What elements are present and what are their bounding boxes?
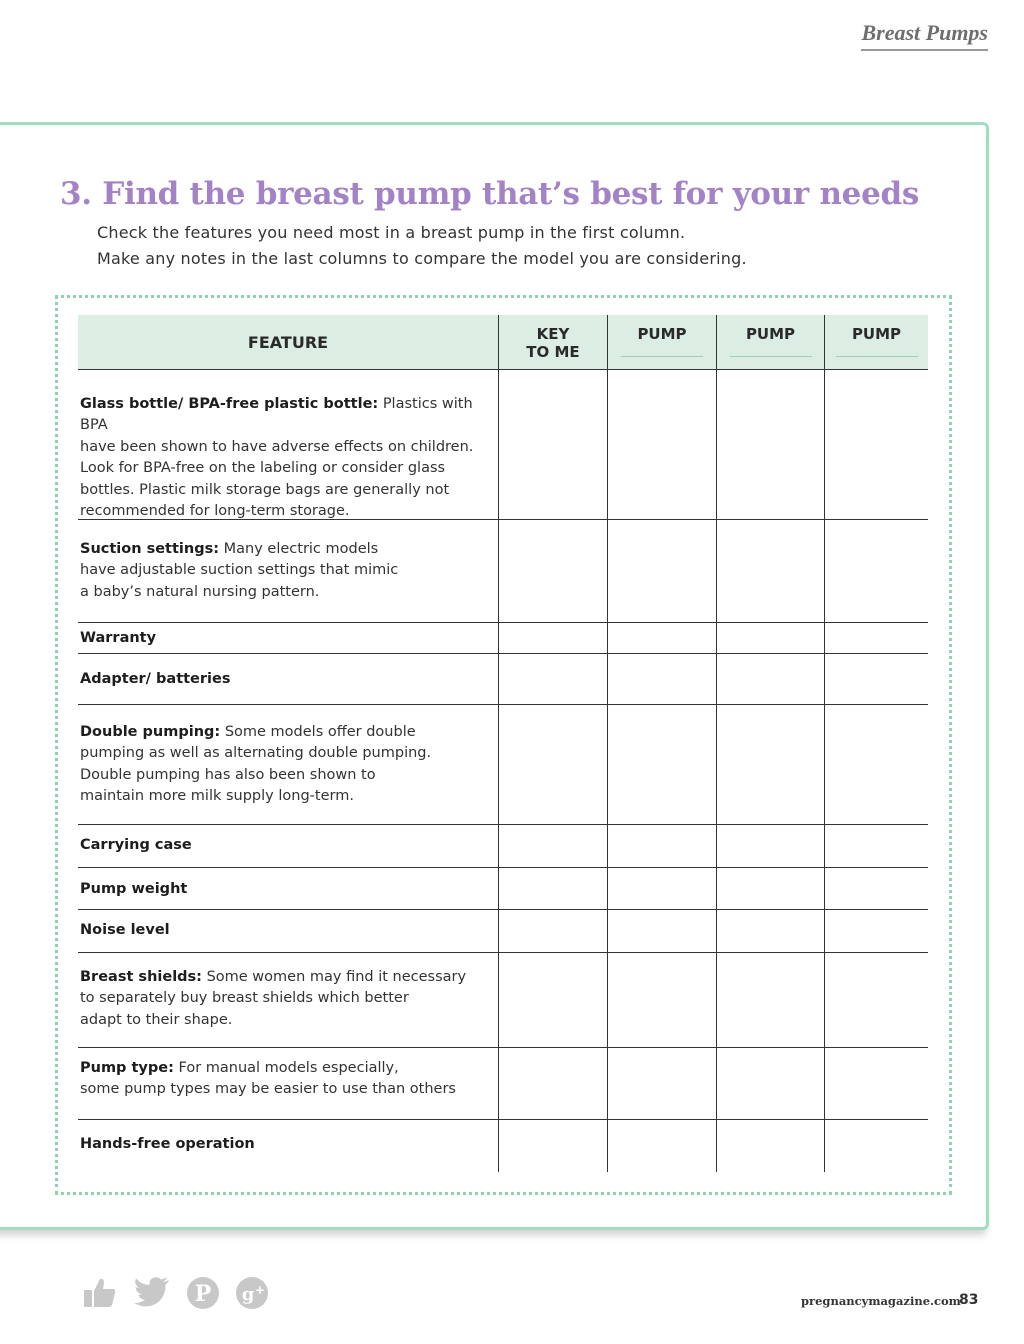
feature-description: have been shown to have adverse effects on children. xyxy=(80,438,474,455)
google-plus-icon[interactable] xyxy=(235,1276,269,1314)
pump1-column-header: PUMP xyxy=(637,325,687,343)
feature-row-carrying-case xyxy=(80,835,495,856)
feature-description: a baby’s natural nursing pattern. xyxy=(80,583,320,600)
feature-description: recommended for long-term storage. xyxy=(80,503,350,520)
footer-url[interactable]: pregnancymagazine.com xyxy=(801,1294,961,1308)
svg-text:g: g xyxy=(241,1284,255,1305)
row-divider xyxy=(78,824,928,825)
feature-row-glass-bottle xyxy=(80,394,495,522)
feature-row-double-pumping xyxy=(80,722,495,808)
feature-row-pump-weight xyxy=(80,879,495,900)
feature-description: Look for BPA-free on the labeling or consider glass xyxy=(80,460,446,477)
feature-name: Breast shields: xyxy=(80,969,202,985)
row-divider xyxy=(78,704,928,705)
column-divider xyxy=(498,315,499,1172)
row-divider xyxy=(78,909,928,910)
key-header-line2: TO ME xyxy=(526,343,580,361)
feature-row-suction-settings xyxy=(80,539,495,603)
feature-name: Adapter/ batteries xyxy=(80,671,231,687)
feature-description: pumping as well as alternating double pumping. xyxy=(80,745,432,762)
pump1-name-field[interactable] xyxy=(621,356,703,357)
row-divider xyxy=(78,622,928,623)
row-divider xyxy=(78,1047,928,1048)
feature-description: maintain more milk supply long-term. xyxy=(80,788,354,805)
feature-row-hands-free-operation xyxy=(80,1134,495,1155)
feature-name: Carrying case xyxy=(80,837,192,853)
twitter-icon[interactable] xyxy=(134,1276,170,1312)
row-divider xyxy=(78,1119,928,1120)
pump3-name-field[interactable] xyxy=(836,356,918,357)
feature-name: Noise level xyxy=(80,922,170,938)
pinterest-icon[interactable] xyxy=(186,1276,220,1314)
like-icon[interactable] xyxy=(82,1276,118,1314)
feature-description: bottles. Plastic milk storage bags are generally not xyxy=(80,481,450,498)
feature-description: have adjustable suction settings that mimic xyxy=(80,562,399,579)
feature-description: Double pumping has also been shown to xyxy=(80,766,376,783)
feature-description: Many electric models xyxy=(223,541,379,557)
feature-description: to separately buy breast shields which better xyxy=(80,990,409,1007)
feature-name: Warranty xyxy=(80,630,157,646)
pump3-column-header: PUMP xyxy=(851,325,902,343)
svg-text:+: + xyxy=(254,1283,266,1297)
feature-description: For manual models especially, xyxy=(178,1060,399,1076)
feature-name: Pump weight xyxy=(80,881,188,897)
feature-description: some pump types may be easier to use than others xyxy=(80,1081,456,1098)
column-divider xyxy=(716,315,717,1172)
page-number: 83 xyxy=(959,1292,979,1308)
section-tag: Breast Pumps xyxy=(861,20,988,51)
svg-text:P: P xyxy=(194,1281,212,1307)
feature-name: Hands-free operation xyxy=(80,1136,255,1152)
key-header-line1: KEY xyxy=(536,325,570,343)
feature-description: adapt to their shape. xyxy=(80,1011,233,1028)
intro-line-1: Check the features you need most in a breast pump in the first column. xyxy=(97,223,686,242)
feature-row-pump-type xyxy=(80,1058,495,1101)
row-divider xyxy=(78,867,928,868)
feature-name: Pump type: xyxy=(80,1060,174,1076)
feature-description: Some women may find it necessary xyxy=(206,969,467,985)
column-divider xyxy=(824,315,825,1172)
feature-row-noise-level xyxy=(80,920,495,941)
pump2-name-field[interactable] xyxy=(730,356,812,357)
row-divider xyxy=(78,653,928,654)
feature-name: Suction settings: xyxy=(80,541,220,557)
feature-description: Some models offer double xyxy=(224,724,416,740)
pump2-column-header: PUMP xyxy=(745,325,796,343)
feature-name: Glass bottle/ BPA-free plastic bottle: xyxy=(80,396,379,412)
page-title: 3. Find the breast pump that’s best for your needs xyxy=(60,176,920,212)
feature-row-adapter-batteries xyxy=(80,669,495,690)
intro-line-2: Make any notes in the last columns to compare the model you are considering. xyxy=(97,249,747,268)
feature-row-breast-shields xyxy=(80,967,495,1031)
feature-description: Plastics with BPA xyxy=(80,396,473,434)
feature-column-header: FEATURE xyxy=(247,333,329,352)
row-divider xyxy=(78,952,928,953)
feature-row-warranty xyxy=(80,628,495,649)
feature-name: Double pumping: xyxy=(80,724,221,740)
key-column-header xyxy=(499,325,607,361)
column-divider xyxy=(607,315,608,1172)
row-divider xyxy=(78,369,928,370)
